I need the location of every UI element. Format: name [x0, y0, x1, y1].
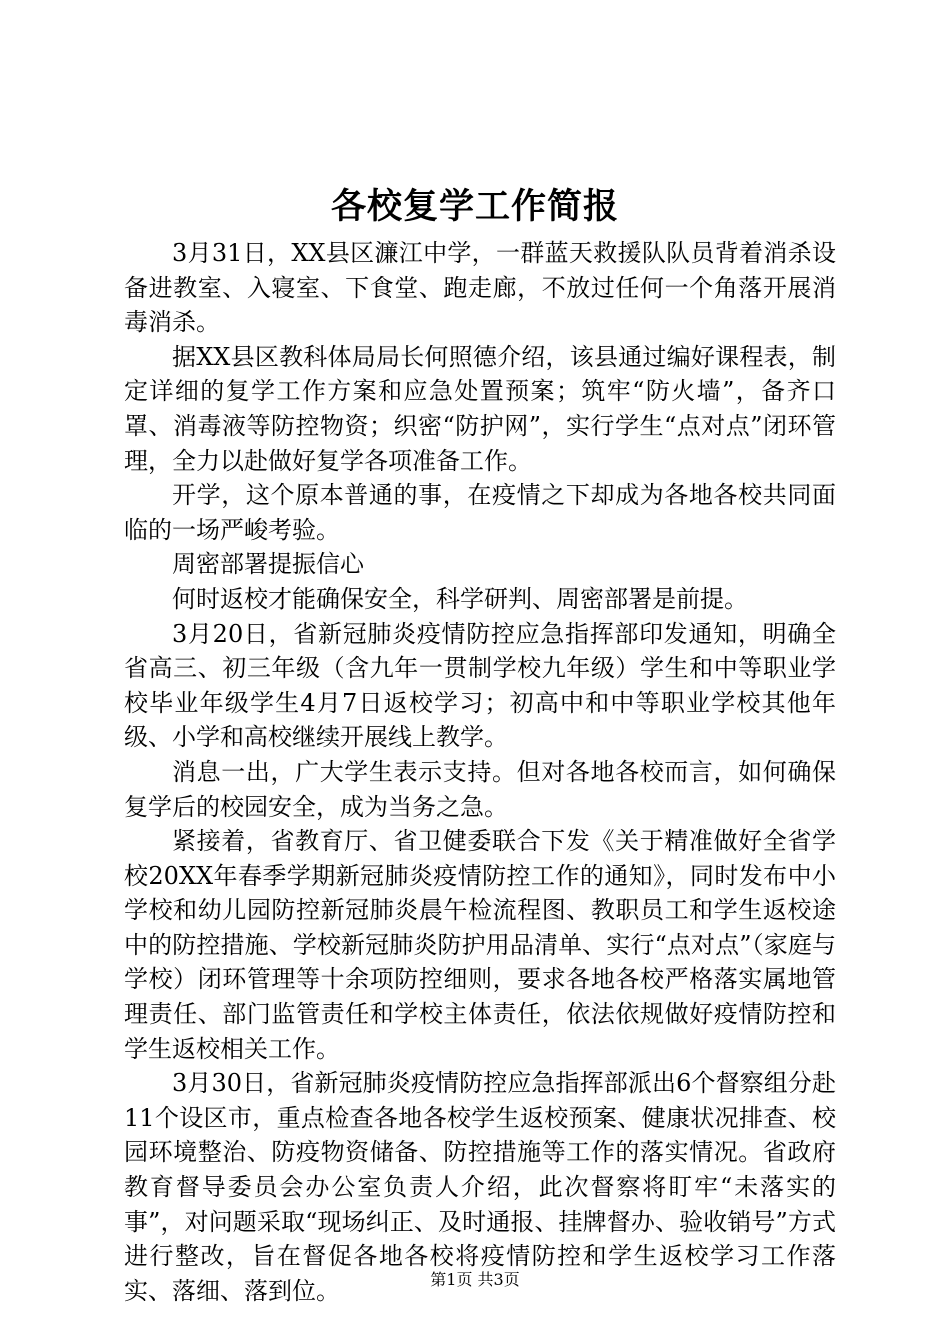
paragraph-9: 3月30日，省新冠肺炎疫情防控应急指挥部派出6个督察组分赴11个设区市，重点检查各地各校学生返校预案、健康状况排查、校园环境整治、防疫物资储备、防控措施等工作的落实情况。省政府教育督导委员会办公室负责人介绍，此次督察将盯牢“未落实的事”，对问题采取“现场纠正、及时通报、挂牌督办、验收销号”方式进行整改，旨在督促各地各校将疫情防控和学生返校学习工作落实、落细、落到位。 [124, 1069, 836, 1305]
paragraph-2: 据XX县区教科体局局长何照德介绍，该县通过编好课程表，制定详细的复学工作方案和应急处置预案；筑牢“防火墙”，备齐口罩、消毒液等防控物资；织密“防护网”，实行学生“点对点”闭环管理，全力以赴做好复学各项准备工作。 [124, 342, 836, 475]
document-title: 各校复学工作简报 [330, 186, 619, 227]
paragraph-7: 消息一出，广大学生表示支持。但对各地各校而言，如何确保复学后的校园安全，成为当务之急。 [124, 757, 836, 821]
paragraph-6: 3月20日，省新冠肺炎疫情防控应急指挥部印发通知，明确全省高三、初三年级（含九年一贯制学校九年级）学生和中等职业学校毕业年级学生4月7日返校学习；初高中和中等职业学校其他年级、小学和高校继续开展线上教学。 [124, 619, 836, 752]
section-heading: 周密部署提振信心 [172, 550, 364, 579]
page-footer: 第1页 共3页 [430, 1270, 520, 1289]
paragraph-5: 何时返校才能确保安全，科学研判、周密部署是前提。 [172, 584, 748, 613]
paragraph-8: 紧接着，省教育厅、省卫健委联合下发《关于精准做好全省学校20XX年春季学期新冠肺炎疫情防控工作的通知》，同时发布中小学校和幼儿园防控新冠肺炎晨午检流程图、教职员工和学生返校途中的防控措施、学校新冠肺炎防护用品清单、实行“点对点”（家庭与学校）闭环管理等十余项防控细则，要求各地各校严格落实属地管理责任、部门监管责任和学校主体责任，依法依规做好疫情防控和学生返校相关工作。 [124, 827, 836, 1063]
paragraph-3: 开学，这个原本普通的事，在疫情之下却成为各地各校共同面临的一场严峻考验。 [124, 481, 836, 544]
document-body [124, 236, 836, 1308]
paragraph-1: 3月31日，XX县区濂江中学，一群蓝天救援队队员背着消杀设备进教室、入寝室、下食堂、跑走廊，不放过任何一个角落开展消毒消杀。 [124, 239, 836, 337]
